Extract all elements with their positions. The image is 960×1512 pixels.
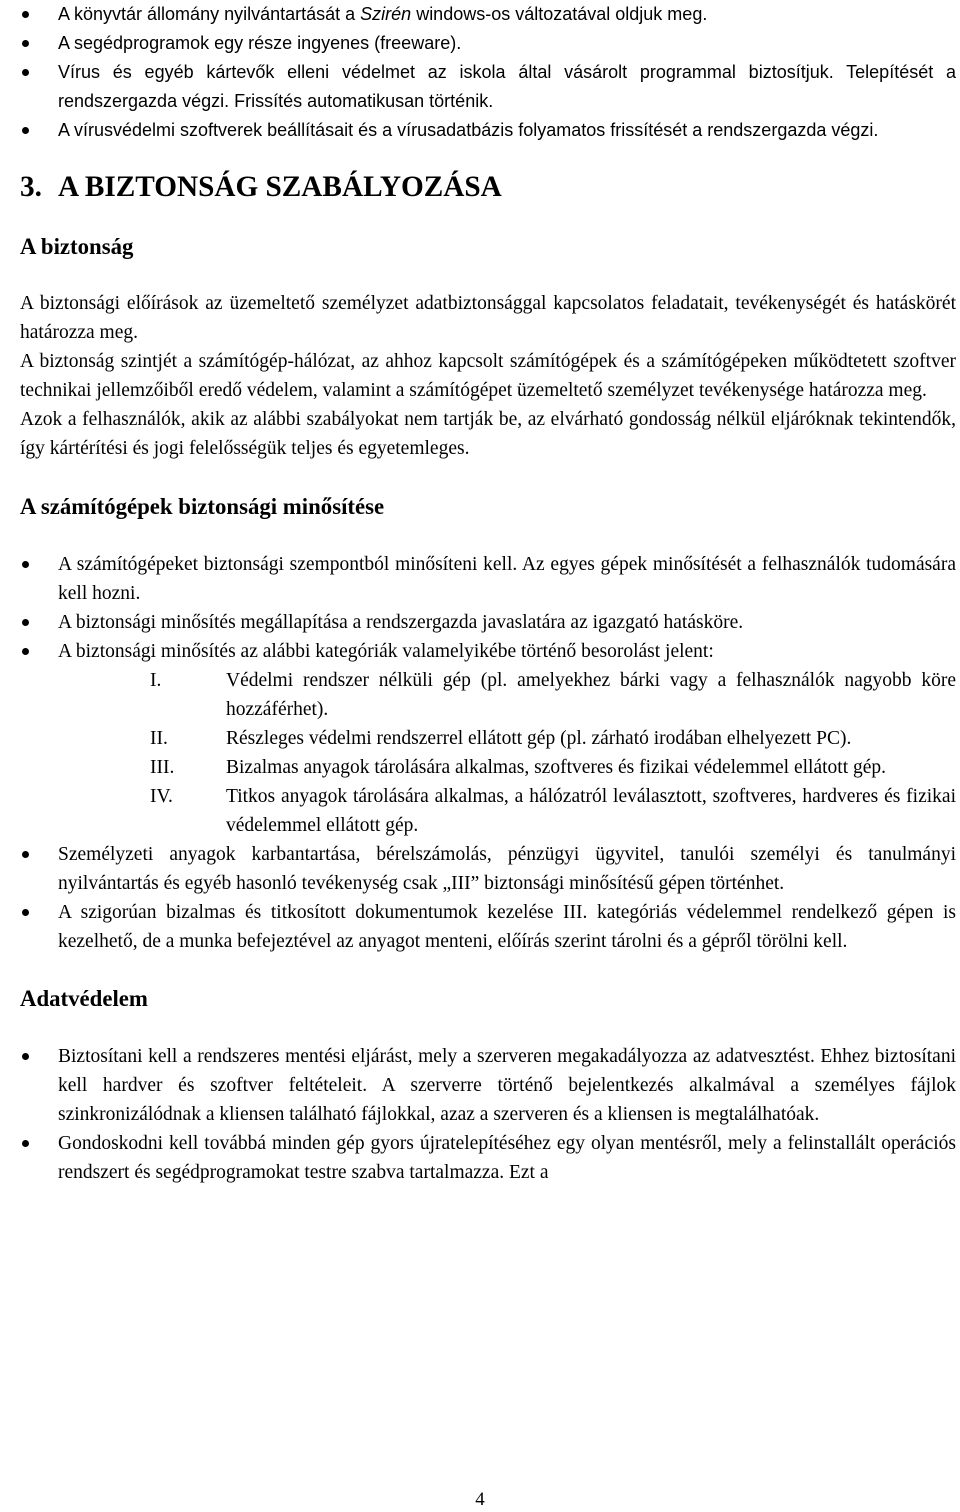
category-item: IV. Titkos anyagok tárolására alkalmas, a hálózatról leválasztott, szoftveres, hardveres és fizikai védelemmel ellátott gép.	[20, 782, 956, 840]
list-item: Gondoskodni kell továbbá minden gép gyors újratelepítéséhez egy olyan mentésről, mely a felinstallált operációs rendszert és segédprogramokat testre szabva tartalmazza. Ezt a	[20, 1129, 956, 1187]
subheading-adatvedelem: Adatvédelem	[20, 986, 148, 1011]
paragraph: Azok a felhasználók, akik az alábbi szabályokat nem tartják be, az elvárható gondosság nélkül eljáróknak tekintendők, így kártérítési és jogi felelősségük teljes és egyetemleges.	[20, 409, 956, 459]
minosites-bullet-list	[20, 550, 956, 956]
list-item: A számítógépeket biztonsági szempontból minősíteni kell. Az egyes gépek minősítését a felhasználók tudomására kell hozni.	[20, 550, 956, 608]
list-item: A biztonsági minősítés az alábbi kategóriák valamelyikébe történő besorolást jelent: I. Védelmi rendszer nélküli gép (pl. amelyekhez bárki vagy a felhasználók nagyobb köre hozzáférhet). II. Részleges védelmi rendszerrel ellátott gép (pl. zárható irodában elhelyezett PC). III. Bizalmas anyagok tárolására alkalmas, szoftveres és fizikai védelemmel ellátott gép. IV. Titkos anyagok tárolására alkalmas, a hálózatról leválasztott, szoftveres, hardveres és fizikai védelemmel ellátott gép.	[20, 637, 956, 840]
list-item: A szigorúan bizalmas és titkosított dokumentumok kezelése III. kategóriás védelemmel rendelkező gépen is kezelhető, de a munka befejeztével az anyagot menteni, előírás szerint tárolni és a gépről törölni kell.	[20, 898, 956, 956]
section-heading	[20, 173, 956, 202]
category-item: II. Részleges védelmi rendszerrel ellátott gép (pl. zárható irodában elhelyezett PC).	[20, 724, 956, 753]
list-item: Biztosítani kell a rendszeres mentési eljárást, mely a szerveren megakadályozza az adatvesztést. Ehhez biztosítani kell hardver és szoftver feltételeit. A szerverre történő bejelentkezés alkalmával a személyes fájlok szinkronizálódnak a kliensen található fájlokkal, azaz a szerveren és a kliensen is megtalálhatóak.	[20, 1042, 956, 1129]
category-number: IV.	[150, 786, 173, 807]
section-number: 3.	[20, 171, 42, 203]
subheading-minosites: A számítógépek biztonsági minősítése	[20, 494, 385, 519]
section-title: A BIZTONSÁG SZABÁLYOZÁSA	[58, 171, 502, 203]
category-item: III. Bizalmas anyagok tárolására alkalmas, szoftveres és fizikai védelemmel ellátott gép.	[20, 753, 956, 782]
paragraph: A biztonság szintjét a számítógép-hálózat, az ahhoz kapcsolt számítógépek és a számítógépeken működtetett szoftver technikai jellemzőiből eredő védelem, valamint a számítógépet üzemeltető személyzet tevékenysége határozza meg.	[20, 351, 956, 401]
page-number: 4	[475, 1489, 485, 1510]
top-bullet-list	[20, 0, 956, 145]
category-number: I.	[150, 670, 162, 691]
list-item: Személyzeti anyagok karbantartása, bérelszámolás, pénzügyi ügyvitel, tanulói személyi és tanulmányi nyilvántartás és egyéb hasonló tevékenység csak „III” biztonsági minősítésű gépen történhet.	[20, 840, 956, 898]
list-item: A segédprogramok egy része ingyenes (freeware).	[20, 29, 956, 58]
category-item: I. Védelmi rendszer nélküli gép (pl. amelyekhez bárki vagy a felhasználók nagyobb köre hozzáférhet).	[20, 666, 956, 724]
italic-program-name: Szirén	[360, 4, 412, 24]
list-item: A vírusvédelmi szoftverek beállításait és a vírusadatbázis folyamatos frissítését a rendszergazda végzi.	[20, 116, 956, 145]
list-item: Vírus és egyéb kártevők elleni védelmet az iskola által vásárolt programmal biztosítjuk. Telepítését a rendszergazda végzi. Frissítés automatikusan történik.	[20, 58, 956, 116]
category-list	[20, 666, 956, 840]
subheading-biztonsag: A biztonság	[20, 234, 134, 259]
category-number: III.	[150, 757, 175, 778]
category-number: II.	[150, 728, 168, 749]
paragraph: A biztonsági előírások az üzemeltető személyzet adatbiztonsággal kapcsolatos feladatait, tevékenységét és hatáskörét határozza meg.	[20, 293, 956, 343]
list-item: A biztonsági minősítés megállapítása a rendszergazda javaslatára az igazgató hatásköre.	[20, 608, 956, 637]
adatvedelem-bullet-list	[20, 1042, 956, 1187]
list-item: A könyvtár állomány nyilvántartását a Szirén windows-os változatával oldjuk meg.	[20, 0, 956, 29]
